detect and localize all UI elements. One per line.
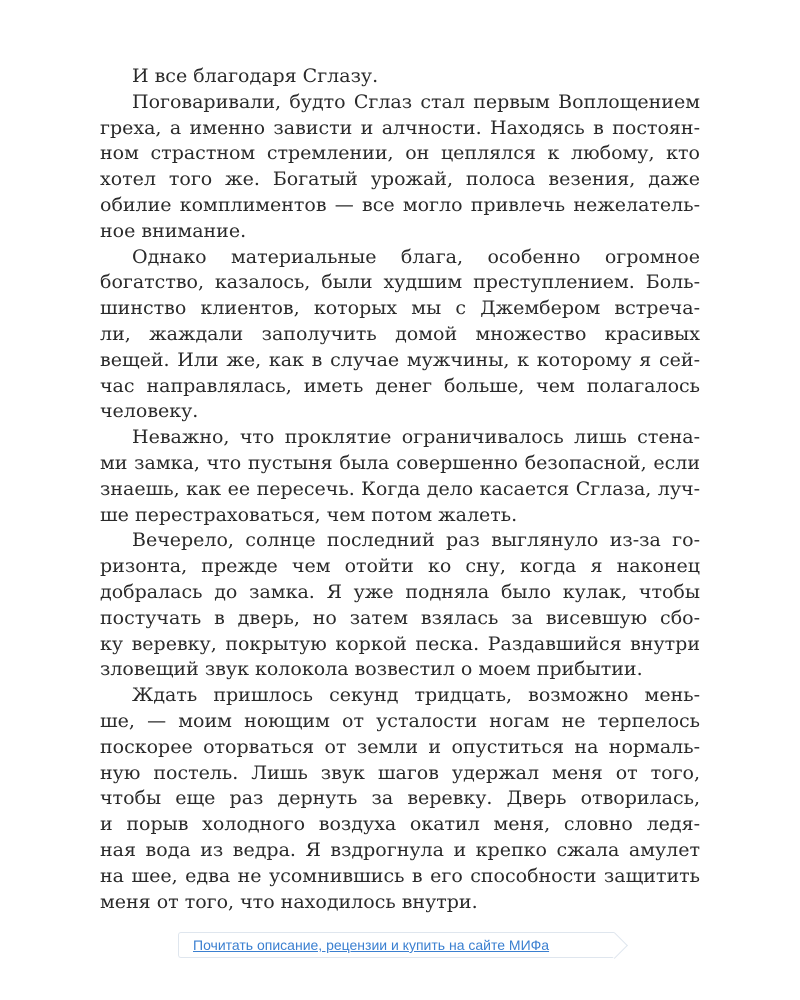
text-line: ли, жаждали заполучить домой множество красивых	[100, 322, 700, 345]
text-line: час направлялась, иметь денег больше, чем полагалось	[100, 374, 700, 397]
text-line: Вечерело, солнце последний раз выглянуло из-за го-	[132, 529, 700, 552]
text-line: ное внимание.	[100, 219, 247, 242]
text-line: ше перестраховаться, чем потом жалеть.	[100, 503, 518, 526]
text-line: на шее, едва не усомнившись в его способности защитить	[100, 864, 700, 887]
text-line: ше, — моим ноющим от усталости ногам не терпелось	[100, 709, 700, 732]
text-line: чтобы еще раз дернуть за веревку. Дверь отворилась,	[100, 787, 700, 810]
text-line: меня от того, что находилось внутри.	[100, 890, 478, 913]
text-line: человеку.	[100, 400, 199, 423]
text-line: поскорее оторваться от земли и опуститься на нормаль-	[100, 735, 700, 758]
text-line: ную постель. Лишь звук шагов удержал меня от того,	[100, 761, 700, 784]
text-line: добралась до замка. Я уже подняла было кулак, чтобы	[100, 580, 700, 603]
buy-link-container[interactable]	[178, 932, 614, 958]
arrow-tip-icon	[601, 932, 628, 959]
text-line: И все благодаря Сглазу.	[132, 65, 379, 87]
text-line: греха, а именно зависти и алчности. Находясь в постоян-	[100, 116, 700, 139]
text-line: обилие комплиментов — все могло привлечь нежелатель-	[100, 193, 700, 216]
text-line: ку веревку, покрытую коркой песка. Раздавшийся внутри	[100, 632, 700, 655]
text-line: ная вода из ведра. Я вздрогнула и крепко сжала амулет	[100, 838, 700, 861]
text-line: хотел того же. Богатый урожай, полоса везения, даже	[100, 168, 700, 191]
text-line: зловещий звук колокола возвестил о моем прибытии.	[100, 658, 643, 681]
text-line: богатство, казалось, были худшим преступлением. Боль-	[100, 271, 700, 294]
text-line: вещей. Или же, как в случае мужчины, к которому я сей-	[100, 348, 700, 371]
text-line: ми замка, что пустыня была совершенно безопасной, если	[100, 451, 700, 474]
text-line: Неважно, что проклятие ограничивалось лишь стена-	[132, 426, 700, 449]
text-line: Ждать пришлось секунд тридцать, возможно мень-	[132, 684, 700, 707]
text-line: постучать в дверь, но затем взялась за висевшую сбо-	[100, 606, 700, 629]
book-text	[100, 64, 700, 915]
text-line: знаешь, как ее пересечь. Когда дело касается Сглаза, луч-	[100, 477, 700, 500]
text-line: Поговаривали, будто Сглаз стал первым Воплощением	[132, 90, 700, 113]
buy-link[interactable]: Почитать описание, рецензии и купить на сайте МИФа	[193, 937, 550, 953]
text-line: Однако материальные блага, особенно огромное	[132, 245, 700, 268]
text-line: и порыв холодного воздуха окатил меня, словно ледя-	[100, 813, 700, 836]
text-line: ризонта, прежде чем отойти ко сну, когда я наконец	[100, 555, 700, 578]
text-line: шинство клиентов, которых мы с Джембером встреча-	[100, 297, 700, 320]
text-line: ном страстном стремлении, он цеплялся к любому, кто	[100, 142, 700, 165]
